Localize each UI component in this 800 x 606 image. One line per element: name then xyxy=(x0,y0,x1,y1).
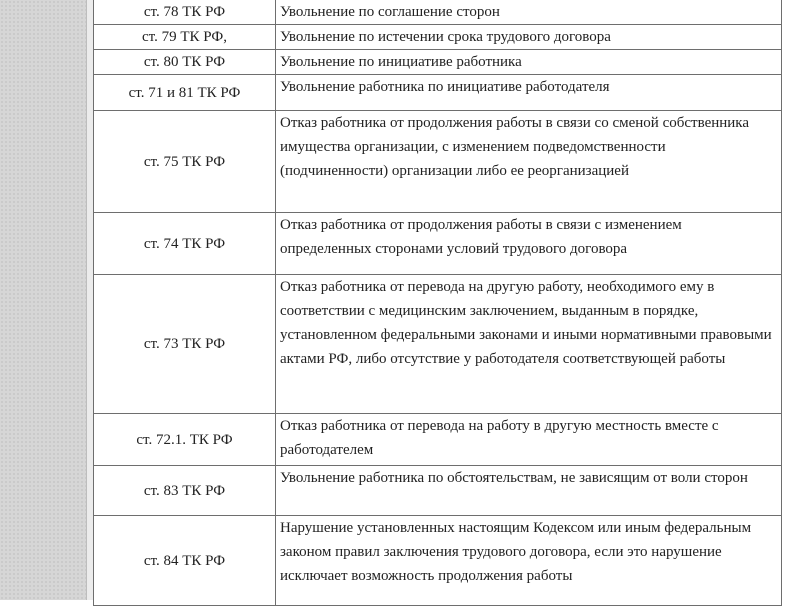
table-row xyxy=(94,516,782,606)
article-cell: ст. 73 ТК РФ xyxy=(94,275,276,414)
reason-cell: Увольнение по истечении срока трудового договора xyxy=(276,25,782,50)
reason-cell: Отказ работника от продолжения работы в связи со сменой собственника имущества организации, с изменением подведомственности (подчиненности) организации либо ее реорганизацией xyxy=(276,111,782,213)
reason-cell: Отказ работника от перевода на работу в другую местность вместе с работодателем xyxy=(276,414,782,466)
table-row xyxy=(94,466,782,516)
decorative-side-strip xyxy=(0,0,86,600)
table-row xyxy=(94,213,782,275)
article-cell: ст. 71 и 81 ТК РФ xyxy=(94,75,276,111)
table-row xyxy=(94,75,782,111)
reason-cell: Отказ работника от перевода на другую работу, необходимого ему в соответствии с медицинским заключением, выданным в порядке, установленном федеральными законами и иными нормативными правовыми актами РФ, либо отсутствие у работодателя соответствующей работы xyxy=(276,275,782,414)
article-cell: ст. 72.1. ТК РФ xyxy=(94,414,276,466)
table-row xyxy=(94,50,782,75)
article-cell: ст. 80 ТК РФ xyxy=(94,50,276,75)
article-cell: ст. 75 ТК РФ xyxy=(94,111,276,213)
table-row xyxy=(94,275,782,414)
reason-cell: Отказ работника от продолжения работы в связи с изменением определенных сторонами условий трудового договора xyxy=(276,213,782,275)
article-cell: ст. 79 ТК РФ, xyxy=(94,25,276,50)
table-row xyxy=(94,414,782,466)
dismissal-grounds-table xyxy=(93,0,782,606)
reason-cell: Увольнение по инициативе работника xyxy=(276,50,782,75)
reason-cell: Нарушение установленных настоящим Кодексом или иным федеральным законом правил заключения трудового договора, если это нарушение исключает возможность продолжения работы xyxy=(276,516,782,606)
article-cell: ст. 84 ТК РФ xyxy=(94,516,276,606)
table-row xyxy=(94,111,782,213)
side-strip-edge xyxy=(86,0,93,600)
reason-cell: Увольнение работника по обстоятельствам, не зависящим от воли сторон xyxy=(276,466,782,516)
table-row xyxy=(94,25,782,50)
article-cell: ст. 83 ТК РФ xyxy=(94,466,276,516)
reason-cell: Увольнение работника по инициативе работодателя xyxy=(276,75,782,111)
reason-cell: Увольнение по соглашение сторон xyxy=(276,0,782,25)
article-cell: ст. 74 ТК РФ xyxy=(94,213,276,275)
article-cell: ст. 78 ТК РФ xyxy=(94,0,276,25)
table-row xyxy=(94,0,782,25)
